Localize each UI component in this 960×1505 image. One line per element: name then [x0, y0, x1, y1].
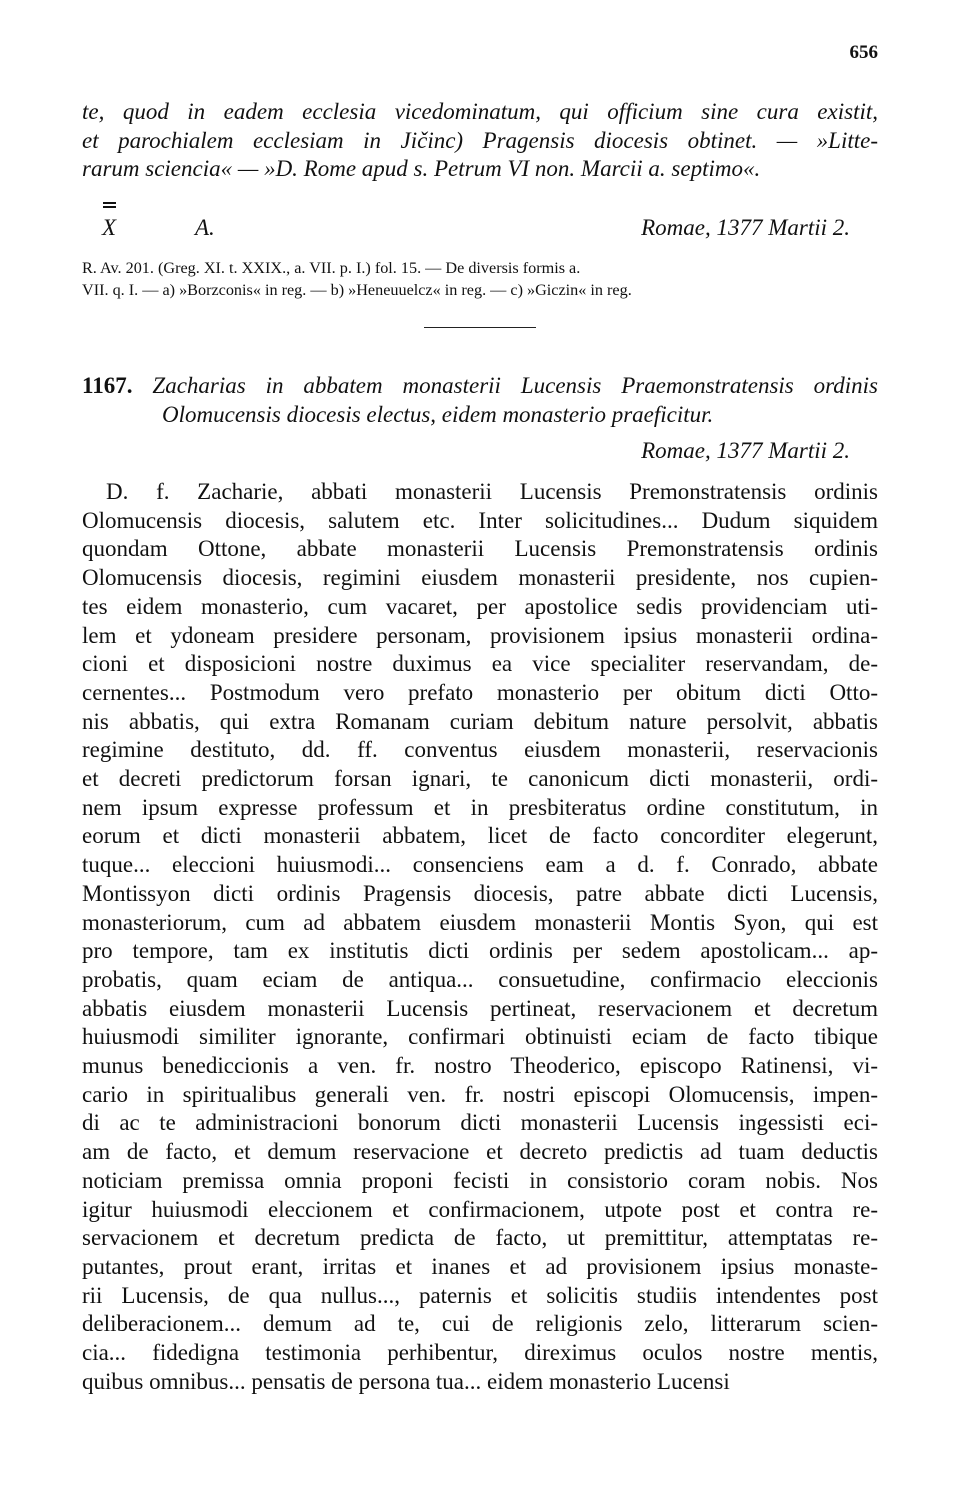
- body-line: tes eidem monasterio, cum vacaret, per apostolice sedis providenciam uti-: [82, 593, 878, 619]
- entry-number: 1167.: [82, 373, 133, 398]
- body-line: putantes, prout erant, irritas et inanes et ad provisionem ipsius monaste-: [82, 1253, 878, 1279]
- body-line: am de facto, et demum reservacione et decreto predictis ad tuam deductis: [82, 1139, 878, 1165]
- text-line: te, quod in eadem ecclesia vicedominatum, qui officium sine cura existit,: [82, 99, 878, 124]
- body-line: cioni et disposicioni nostre duximus ea vice specialiter reservandam, de-: [82, 651, 878, 677]
- body-line: lem et ydoneam presidere personam, provisionem ipsius monasterii ordina-: [82, 622, 878, 648]
- document-page: [82, 0, 878, 1505]
- entry-body: [82, 478, 878, 1397]
- body-line: nis abbatis, qui extra Romanam curiam debitum nature persolvit, abbatis: [82, 708, 878, 734]
- body-line: abbatis eiusdem monasterii Lucensis pertineat, reservacionem et decretum: [82, 995, 878, 1021]
- body-line: et decreti predictorum forsan ignari, te canonicum dicti monasterii, ordi-: [82, 766, 878, 792]
- body-line: Olomucensis diocesis, salutem etc. Inter solicitudines... Dudum siquidem: [82, 507, 878, 533]
- a-mark: A.: [195, 215, 215, 240]
- footnote-line: VII. q. I. — a) »Borzconis« in reg. — b) »Heneuuelcz« in reg. — c) »Giczin« in reg.: [82, 281, 632, 299]
- x-mark-letter: X: [102, 215, 117, 240]
- body-line: Olomucensis diocesis, regimini eiusdem monasterii presidente, nos cupien-: [82, 565, 878, 591]
- body-line: igitur huiusmodi eleccionem et confirmacionem, utpote post et contra re-: [82, 1196, 878, 1222]
- body-line: eorum et dicti monasterii abbatem, licet de facto concorditer elegerunt,: [82, 823, 878, 849]
- body-line: quibus omnibus... pensatis de persona tua... eidem monasterio Lucensi: [82, 1368, 730, 1394]
- body-line: probatis, quam eciam de antiqua... consuetudine, confirmacio eleccionis: [82, 966, 878, 992]
- x-mark: [102, 215, 116, 241]
- body-line: cernentes... Postmodum vero prefato monasterio per obitum dicti Otto-: [82, 679, 878, 705]
- text-line: et parochialem ecclesiam in Jičinc) Pragensis diocesis obtinet. — »Litte-: [82, 127, 878, 153]
- body-line: monasteriorum, cum ad abbatem eiusdem monasterii Montis Syon, qui est: [82, 909, 878, 935]
- signature-row: [82, 215, 878, 245]
- text-line: rarum sciencia« — »D. Rome apud s. Petrum VI non. Marcii a. septimo«.: [82, 156, 761, 182]
- body-line: regimine destituto, dd. ff. conventus eiusdem monasterii, reservacionis: [82, 737, 878, 763]
- body-line: cia... fidedigna testimonia perhibentur, direximus oculos nostre mentis,: [82, 1340, 878, 1366]
- entry-title: Zacharias in abbatem monasterii Lucensis Praemonstratensis ordinis: [152, 373, 879, 398]
- body-line: noticiam premissa omnia proponi fecisti in consistorio coram nobis. Nos: [82, 1167, 878, 1193]
- body-line: huiusmodi similiter ignorante, confirmari obtinuisti eciam de facto tibique: [82, 1024, 878, 1050]
- body-line: Montissyon dicti ordinis Pragensis diocesis, patre abbate dicti Lucensis,: [82, 880, 878, 906]
- entry-title-line-2: Olomucensis diocesis electus, eidem monasterio praeficitur.: [162, 401, 714, 427]
- footnotes: [82, 257, 878, 301]
- body-line: munus benediccionis a ven. fr. nostro Theoderico, episcopo Ratinensi, vi-: [82, 1053, 878, 1079]
- body-line: rii Lucensis, de qua nullus..., paternis et solicitis studiis intendentes post: [82, 1282, 878, 1308]
- section-divider: [424, 327, 536, 328]
- body-line: pro tempore, tam ex institutis dicti ordinis per sedem apostolicam... ap-: [82, 938, 878, 964]
- body-line: nem ipsum expresse professum et in presbiteratus ordine constitutum, in: [82, 794, 878, 820]
- page-number: 656: [849, 42, 878, 63]
- body-line: quondam Ottone, abbate monasterii Lucensis Premonstratensis ordinis: [82, 536, 878, 562]
- body-line: di ac te administracioni bonorum dicti monasterii Lucensis ingessisti eci-: [82, 1110, 878, 1136]
- previous-entry-date: Romae, 1377 Martii 2.: [641, 215, 850, 240]
- entry-title-line: [82, 372, 878, 401]
- body-line: D. f. Zacharie, abbati monasterii Lucensis Premonstratensis ordinis: [106, 479, 878, 504]
- previous-entry-text: [82, 98, 878, 184]
- body-line: servacionem et decretum predicta de facto, ut premittitur, attemptatas re-: [82, 1225, 878, 1251]
- double-bar-icon: [103, 202, 116, 208]
- entry-heading: [82, 372, 878, 429]
- body-line: deliberacionem... demum ad te, cui de religionis zelo, litterarum scien-: [82, 1311, 878, 1337]
- body-line: tuque... eleccioni huiusmodi... consenciens eam a d. f. Conrado, abbate: [82, 852, 878, 878]
- body-line: cario in spiritualibus generali ven. fr. nostri episcopi Olomucensis, impen-: [82, 1081, 878, 1107]
- entry-date: Romae, 1377 Martii 2.: [641, 438, 850, 463]
- footnote-line: R. Av. 201. (Greg. XI. t. XXIX., a. VII. p. I.) fol. 15. — De diversis formis a.: [82, 259, 581, 277]
